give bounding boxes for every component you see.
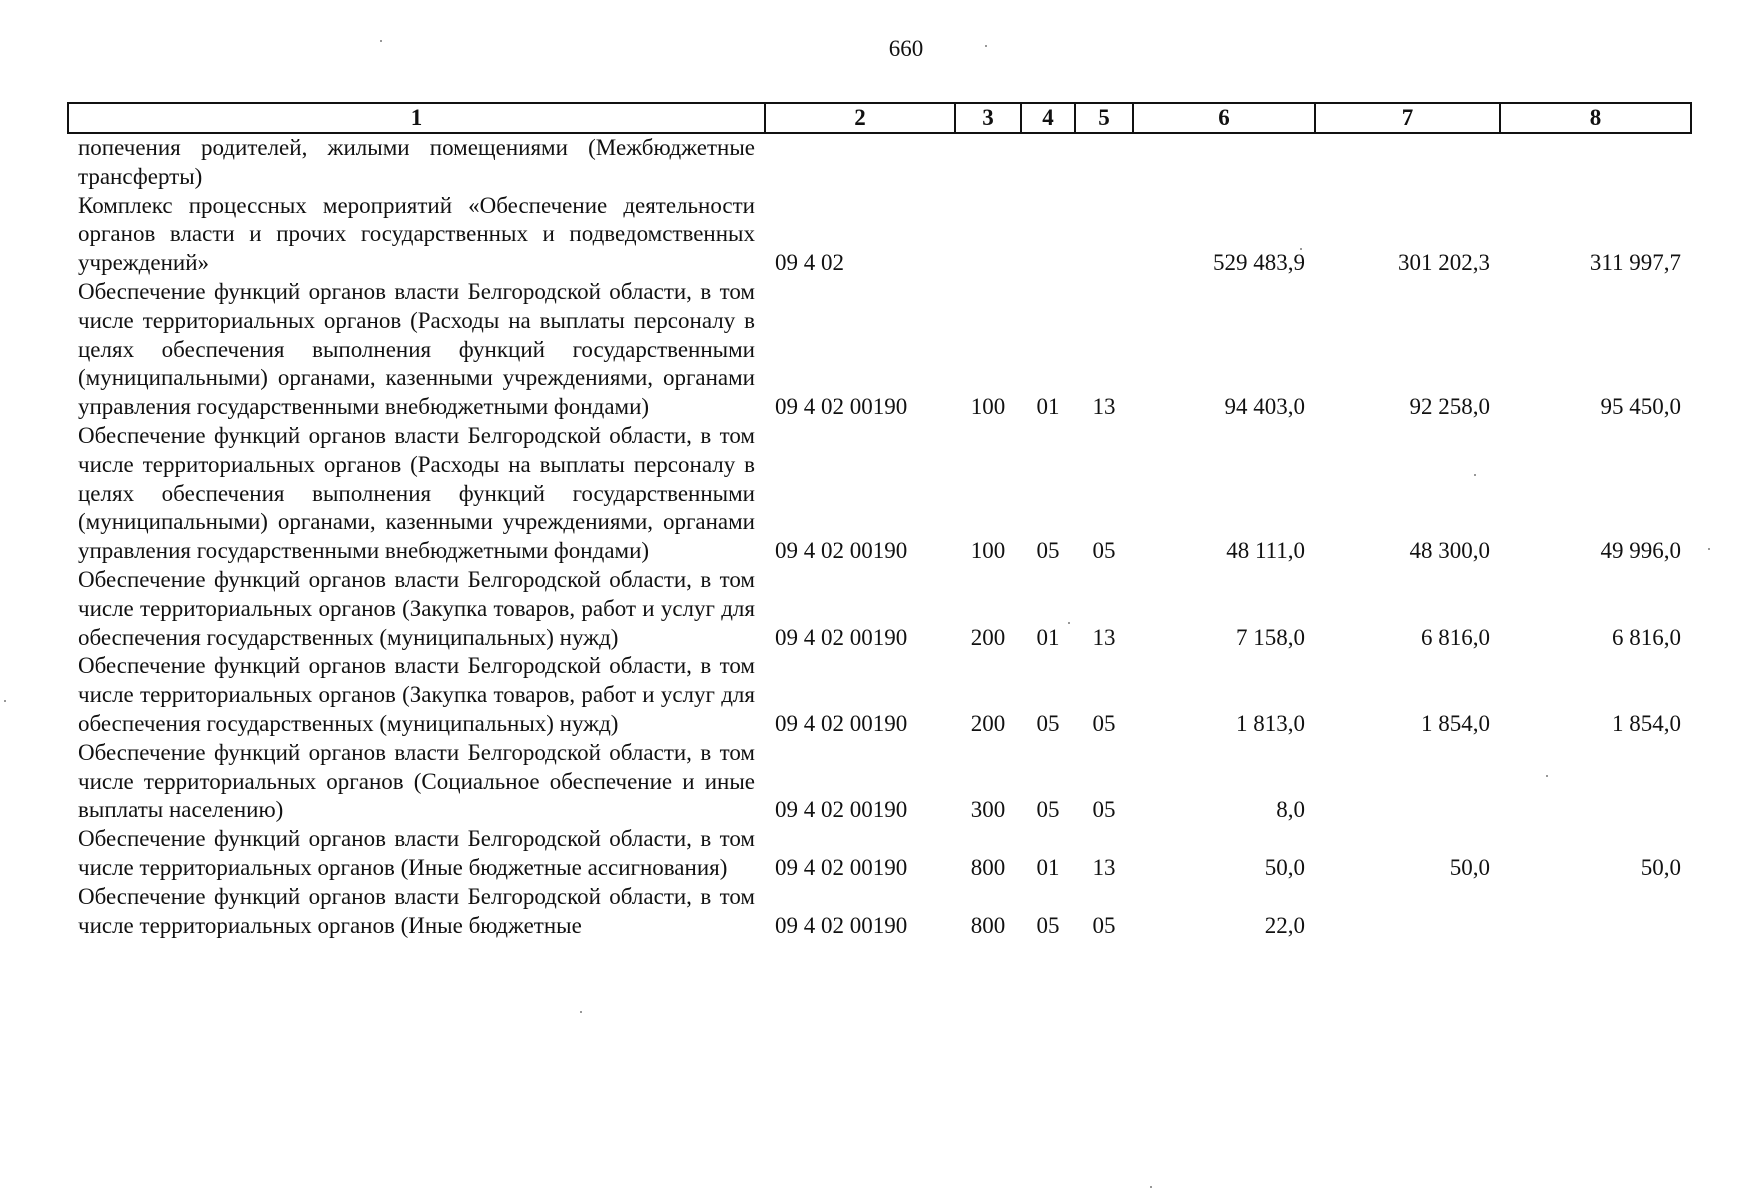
amount-col8: 6 816,0	[1612, 624, 1681, 650]
scan-speck	[985, 45, 987, 47]
target-article-code: 09 4 02 00190	[775, 538, 908, 564]
section-code	[1021, 133, 1075, 192]
amount-col6: 7 158,0	[1236, 624, 1305, 650]
expense-type-code	[955, 192, 1021, 278]
expense-type-code: 200	[970, 624, 1006, 650]
table-row	[68, 422, 1691, 566]
amount-col8: 95 450,0	[1600, 394, 1681, 420]
subsection-code: 13	[1092, 854, 1116, 880]
amount-col6: 94 403,0	[1224, 394, 1305, 420]
column-header: 8	[1500, 103, 1691, 133]
table-header-row	[68, 103, 1691, 133]
subsection-code: 13	[1092, 624, 1116, 650]
amount-col6	[1133, 133, 1315, 192]
amount-col6: 529 483,9	[1213, 250, 1305, 276]
row-description: Комплекс процессных мероприятий «Обеспечение деятельности органов власти и прочих государственных и подведомственных учреждений»	[78, 192, 755, 276]
target-article-code: 09 4 02 00190	[775, 394, 908, 420]
amount-col6: 50,0	[1264, 854, 1305, 880]
expense-type-code: 300	[970, 797, 1006, 823]
expense-type-code: 200	[970, 710, 1006, 736]
amount-col7: 50,0	[1449, 854, 1490, 880]
amount-col8	[1500, 739, 1691, 825]
section-code: 01	[1036, 394, 1060, 420]
subsection-code: 05	[1092, 912, 1116, 938]
table-row	[68, 652, 1691, 738]
scan-speck	[1708, 548, 1710, 550]
column-header: 5	[1075, 103, 1133, 133]
amount-col7	[1315, 739, 1500, 825]
page-number: 660	[888, 36, 924, 61]
column-header: 6	[1133, 103, 1315, 133]
target-article-code: 09 4 02	[775, 250, 844, 276]
section-code: 05	[1036, 912, 1060, 938]
amount-col8: 49 996,0	[1600, 538, 1681, 564]
scan-speck	[1068, 622, 1070, 624]
scan-speck	[380, 40, 382, 42]
amount-col7: 1 854,0	[1421, 710, 1490, 736]
subsection-code: 13	[1092, 394, 1116, 420]
amount-col7	[1315, 133, 1500, 192]
amount-col7: 92 258,0	[1409, 394, 1490, 420]
scan-speck	[4, 700, 6, 702]
row-description: Обеспечение функций органов власти Белгородской области, в том числе территориальных органов (Закупка товаров, работ и услуг для обеспечения государственных (муниципальных) нужд)	[78, 653, 755, 736]
amount-col6: 8,0	[1276, 797, 1305, 823]
section-code	[1021, 192, 1075, 278]
subsection-code: 05	[1092, 797, 1116, 823]
row-description: Обеспечение функций органов власти Белгородской области, в том числе территориальных органов (Иные бюджетные	[78, 883, 755, 938]
expense-type-code: 100	[970, 538, 1006, 564]
amount-col7: 301 202,3	[1398, 250, 1490, 276]
table-row	[68, 883, 1691, 941]
amount-col6: 48 111,0	[1226, 538, 1305, 564]
scan-speck	[1300, 248, 1302, 250]
section-code: 01	[1036, 624, 1060, 650]
row-description: Обеспечение функций органов власти Белгородской области, в том числе территориальных органов (Иные бюджетные ассигнования)	[78, 826, 755, 880]
scan-speck	[1150, 1186, 1152, 1188]
expense-type-code	[955, 133, 1021, 192]
subsection-code: 05	[1092, 710, 1116, 736]
amount-col7: 6 816,0	[1421, 624, 1490, 650]
table-row	[68, 278, 1691, 422]
scan-speck	[1546, 775, 1548, 777]
table-row	[68, 192, 1691, 278]
row-description: Обеспечение функций органов власти Белгородской области, в том числе территориальных органов (Расходы на выплаты персоналу в целях обеспечения выполнения функций государственными (муниципальными) органами, казенными учреждениями, органами управления государственными внебюджетными фондами)	[78, 278, 755, 420]
subsection-code	[1075, 133, 1133, 192]
amount-col7: 48 300,0	[1409, 538, 1490, 564]
amount-col8: 311 997,7	[1589, 250, 1681, 276]
column-header: 1	[68, 103, 765, 133]
row-description: Обеспечение функций органов власти Белгородской области, в том числе территориальных органов (Расходы на выплаты персоналу в целях обеспечения выполнения функций государственными (муниципальными) органами, казенными учреждениями, органами управления государственными внебюджетными фондами)	[78, 422, 755, 564]
target-article-code: 09 4 02 00190	[775, 710, 908, 736]
target-article-code: 09 4 02 00190	[775, 624, 908, 650]
amount-col6: 1 813,0	[1236, 710, 1305, 736]
subsection-code	[1075, 192, 1133, 278]
section-code: 05	[1036, 710, 1060, 736]
amount-col8	[1500, 133, 1691, 192]
column-header: 3	[955, 103, 1021, 133]
amount-col6: 22,0	[1264, 912, 1305, 938]
column-header: 4	[1021, 103, 1075, 133]
scan-speck	[1474, 474, 1476, 476]
budget-table-container	[67, 102, 1690, 940]
row-description: Обеспечение функций органов власти Белгородской области, в том числе территориальных органов (Закупка товаров, работ и услуг для обеспечения государственных (муниципальных) нужд)	[78, 566, 755, 650]
target-article-code: 09 4 02 00190	[775, 797, 908, 823]
expense-type-code: 800	[970, 854, 1006, 880]
section-code: 01	[1036, 854, 1060, 880]
expense-type-code: 100	[970, 394, 1006, 420]
row-description: попечения родителей, жилыми помещениями (Межбюджетные трансферты)	[78, 135, 755, 189]
row-description: Обеспечение функций органов власти Белгородской области, в том числе территориальных органов (Социальное обеспечение и иные выплаты населению)	[78, 739, 755, 823]
column-header: 7	[1315, 103, 1500, 133]
target-article-code: 09 4 02 00190	[775, 912, 908, 938]
scan-speck	[580, 1011, 582, 1013]
amount-col8: 1 854,0	[1612, 710, 1681, 736]
section-code: 05	[1036, 797, 1060, 823]
amount-col8: 50,0	[1640, 854, 1681, 880]
target-article-code	[765, 133, 955, 192]
amount-col8	[1500, 883, 1691, 941]
section-code: 05	[1036, 538, 1060, 564]
target-article-code: 09 4 02 00190	[775, 854, 908, 880]
subsection-code: 05	[1092, 538, 1116, 564]
column-header: 2	[765, 103, 955, 133]
expense-type-code: 800	[970, 912, 1006, 938]
amount-col7	[1315, 883, 1500, 941]
table-row	[68, 825, 1691, 883]
budget-table	[67, 102, 1692, 940]
table-row	[68, 566, 1691, 652]
table-row	[68, 739, 1691, 825]
table-row	[68, 133, 1691, 192]
